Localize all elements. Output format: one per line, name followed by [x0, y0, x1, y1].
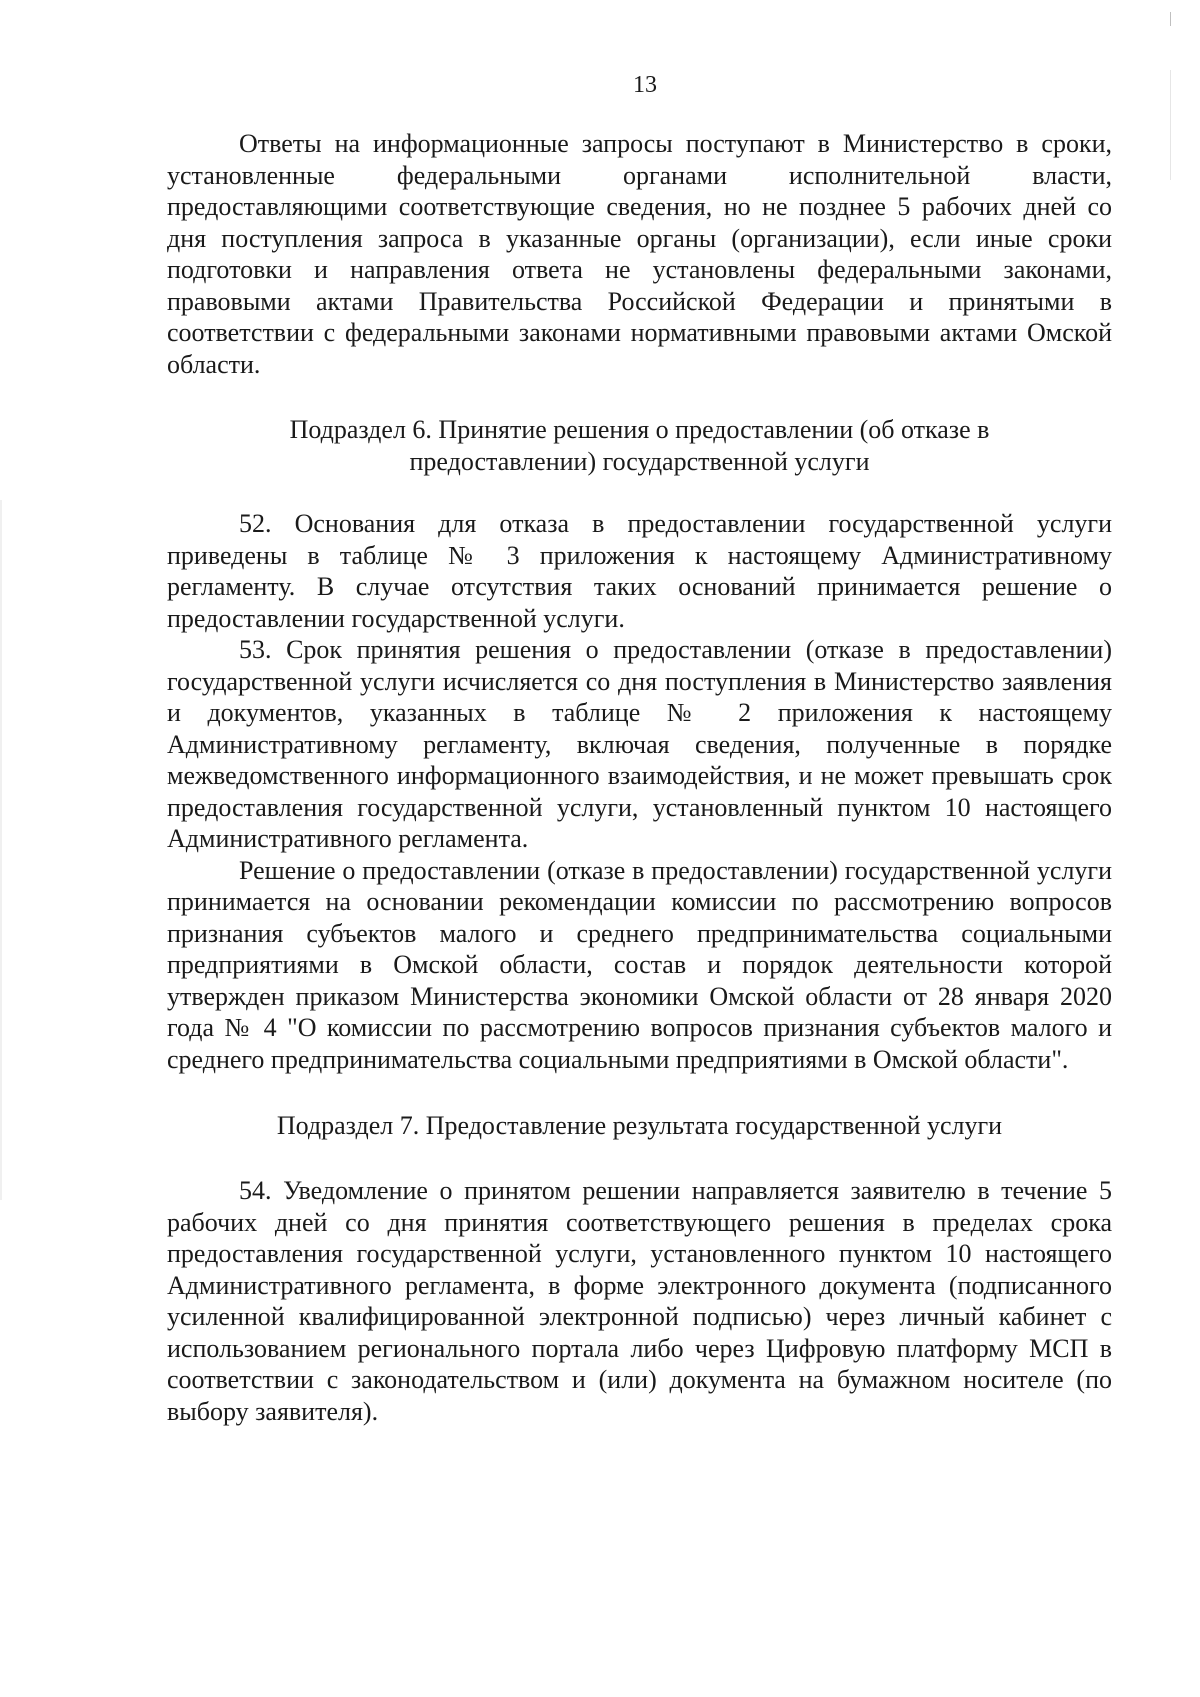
paragraph-53: 53. Срок принятия решения о предоставлении (отказе в предоставлении) государственной услуги исчисляется со дня поступления в Министерство заявления и документов, указанных в таблице № 2 приложения к настоящему Административному регламенту, включая сведения, полученные в порядке межведомственного информационного взаимодействия, и не может превышать срок предоставления государственной услуги, установленный пунктом 10 настоящего Административного регламента. [167, 635, 1112, 853]
paragraph-info-requests: Ответы на информационные запросы поступают в Министерство в сроки, установленные федеральными органами исполнительной власти, предоставляющими соответствующие сведения, но не позднее 5 рабочих дней со дня поступления запроса в указанные органы (организации), если иные сроки подготовки и направления ответа не установлены федеральными законами, правовыми актами Правительства Российской Федерации и принятыми в соответствии с федеральными законами нормативными правовыми актами Омской области. [167, 129, 1112, 379]
section-7-heading: Подраздел 7. Предоставление результата государственной услуги [276, 1111, 1003, 1140]
scan-edge-mark [1170, 12, 1171, 26]
document-body [167, 128, 1112, 1427]
section-6-heading-line2: предоставлении) государственной услуги [409, 447, 870, 476]
paragraph-52: 52. Основания для отказа в предоставлении государственной услуги приведены в таблице № 3 приложения к настоящему Административному регламенту. В случае отсутствия таких оснований принимается решение о предоставлении государственной услуги. [167, 509, 1112, 633]
section-6-heading-line1: Подраздел 6. Принятие решения о предоставлении (об отказе в [289, 415, 990, 444]
section-6-heading [167, 414, 1112, 478]
scan-edge-mark [0, 500, 2, 1200]
paragraph-54: 54. Уведомление о принятом решении направляется заявителю в течение 5 рабочих дней со дня принятия соответствующего решения в пределах срока предоставления государственной услуги, установленного пунктом 10 настоящего Административного регламента, в форме электронного документа (подписанного усиленной квалифицированной электронной подписью) через личный кабинет с использованием регионального портала либо через Цифровую платформу МСП в соответствии с законодательством и (или) документа на бумажном носителе (по выбору заявителя). [167, 1176, 1112, 1426]
page-number: 13 [633, 72, 657, 98]
paragraph-decision-basis: Решение о предоставлении (отказе в предоставлении) государственной услуги принимается на основании рекомендации комиссии по рассмотрению вопросов признания субъектов малого и среднего предпринимательства социальными предприятиями в Омской области, состав и порядок деятельности которой утвержден приказом Министерства экономики Омской области от 28 января 2020 года № 4 "О комиссии по рассмотрению вопросов признания субъектов малого и среднего предпринимательства социальными предприятиями в Омской области". [167, 855, 1112, 1074]
